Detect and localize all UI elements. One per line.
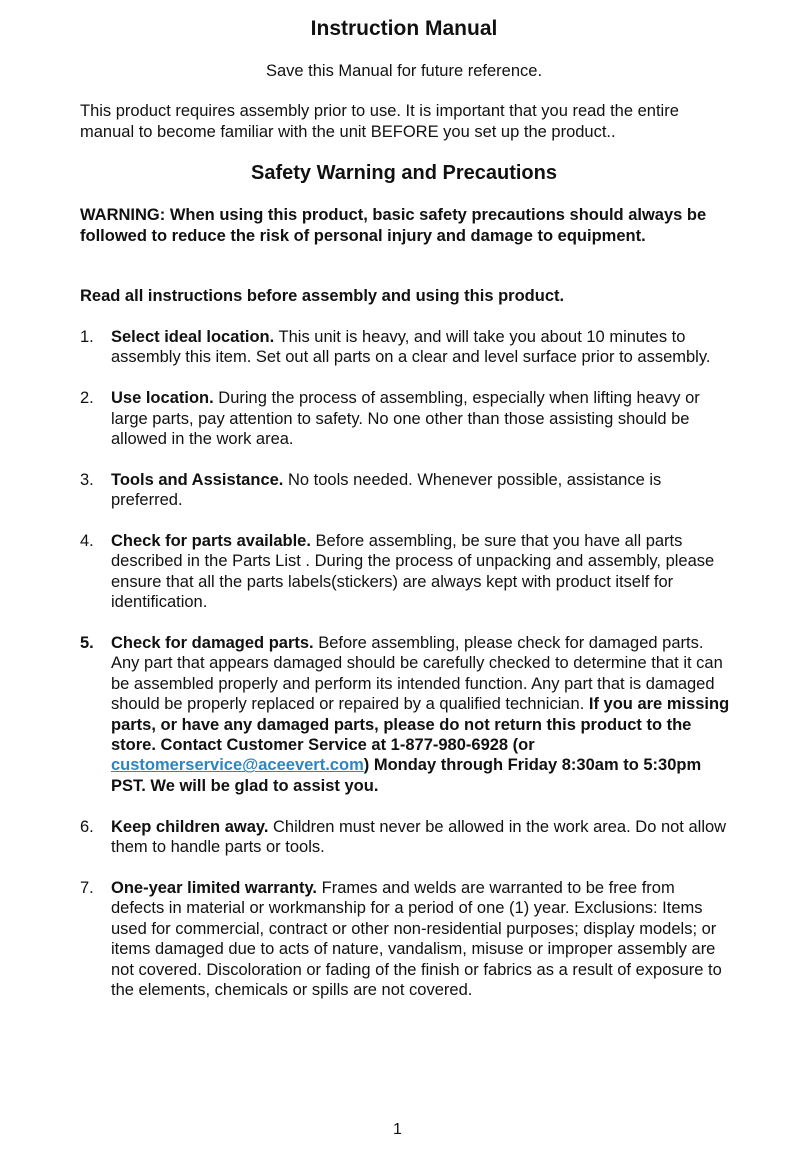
item-number: 1. — [80, 328, 94, 346]
item-text: This unit is heavy, and will take you about 10 minutes to assembly this item. Set out all parts on a clear and level surface prior to assembly. — [111, 328, 711, 367]
item-heading: Check for damaged parts. — [111, 634, 314, 653]
support-hours: ) Monday through Friday 8:30am to 5:30pm PST. We will be glad to assist you. — [111, 756, 702, 795]
customer-service-notice: If you are missing parts, or have any damaged parts, please do not return this product to the store. Contact Customer Service at 1-877-980-6928 (or — [111, 695, 730, 755]
list-item — [80, 470, 730, 511]
item-text: Before assembling, please check for damaged parts. Any part that appears damaged should be carefully checked to determine that it can be assembled properly and perform its intended function. Any part that is damaged should be properly replaced or repaired by a qualified technician. — [111, 634, 723, 714]
read-all-notice: Read all instructions before assembly and using this product. — [80, 287, 565, 305]
list-item — [80, 878, 730, 1000]
page-title: Instruction Manual — [310, 17, 498, 40]
list-item — [80, 531, 730, 613]
save-note: Save this Manual for future reference. — [265, 62, 543, 80]
item-heading: Use location. — [111, 389, 214, 408]
item-number: 2. — [80, 389, 94, 408]
item-number: 4. — [80, 532, 94, 551]
item-heading: Tools and Assistance. — [111, 470, 284, 489]
item-number: 6. — [80, 817, 94, 836]
item-text: Children must never be allowed in the work area. Do not allow them to handle parts or tools. — [111, 817, 727, 857]
list-item — [80, 633, 730, 796]
item-text: During the process of assembling, especially when lifting heavy or large parts, pay attention to safety. No one other than those assisting should be allowed in the work area. — [111, 389, 700, 449]
item-text: Frames and welds are warranted to be free from defects in material or workmanship for a period of one (1) year. Exclusions: Items used for commercial, contract or other non-residential purposes; display models; or items damaged due to acts of nature, vandalism, misuse or improper assembly are not covered. Discoloration or fading of the finish or fabrics as a result of exposure to the elements, chemicals or spills are not covered. — [111, 878, 722, 999]
warning-paragraph: WARNING: When using this product, basic safety precautions should always be followed to reduce the risk of personal injury and damage to equipment. — [80, 206, 707, 245]
page-number: 1 — [393, 1121, 402, 1138]
item-heading: Select ideal location. — [111, 328, 275, 346]
section-title: Safety Warning and Precautions — [251, 162, 557, 184]
precautions-list — [80, 327, 730, 1021]
item-text: Before assembling, be sure that you have all parts described in the Parts List . During the process of unpacking and assembly, please ensure that all the parts labels(stickers) are always kept with product itself for identification. — [111, 532, 715, 612]
support-email-link[interactable]: customerservice@aceevert.com — [111, 756, 364, 775]
list-item — [80, 388, 730, 449]
intro-paragraph: This product requires assembly prior to use. It is important that you read the entire manual to become familiar with the unit BEFORE you set up the product.. — [80, 102, 679, 141]
list-item — [80, 327, 730, 368]
item-heading: Keep children away. — [111, 817, 269, 836]
item-number: 3. — [80, 470, 94, 489]
list-item — [80, 817, 730, 858]
item-heading: One-year limited warranty. — [111, 878, 318, 897]
item-text: No tools needed. Whenever possible, assistance is preferred. — [111, 470, 662, 510]
item-heading: Check for parts available. — [111, 532, 311, 551]
item-number: 5. — [80, 634, 94, 653]
item-number: 7. — [80, 878, 94, 897]
